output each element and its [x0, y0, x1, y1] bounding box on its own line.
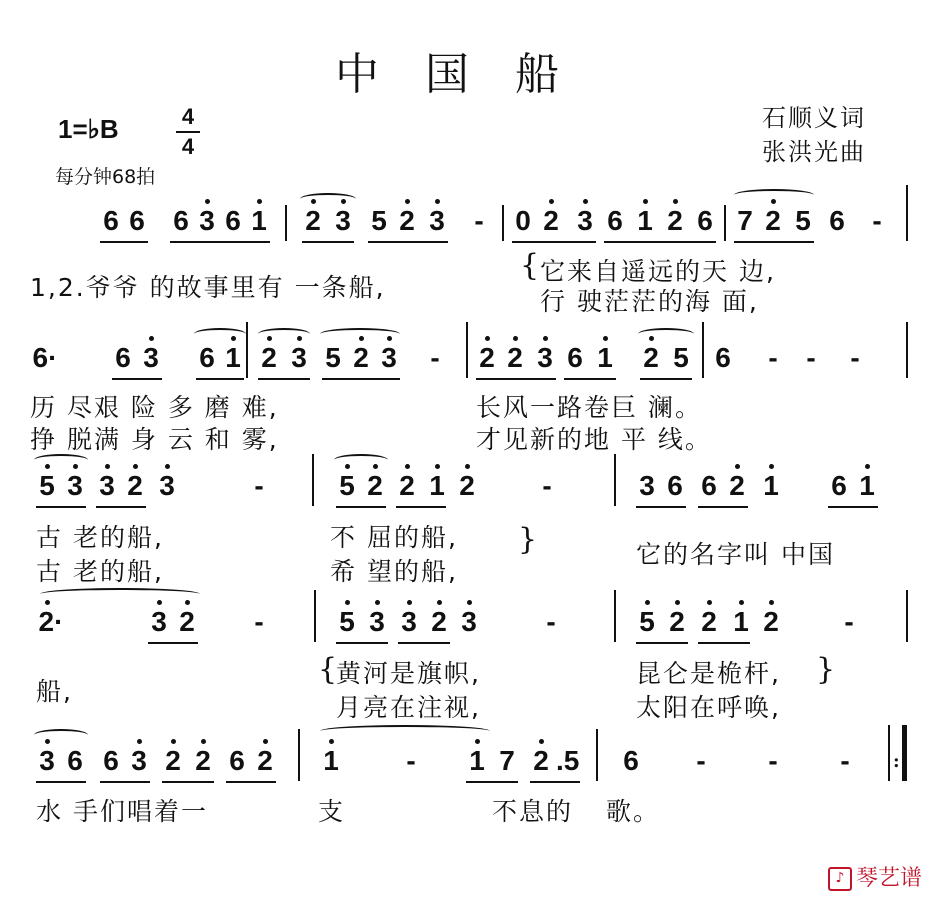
- bar-line: [702, 322, 704, 378]
- note: 3: [36, 745, 58, 777]
- note: 6: [567, 342, 583, 373]
- bar-line: [614, 590, 616, 642]
- watermark: [828, 861, 922, 892]
- lyric-line: 不 屈的船,: [330, 523, 458, 552]
- slur: [300, 193, 356, 205]
- lyric-line: 希 望的船,: [330, 557, 458, 586]
- note: 6: [607, 205, 623, 236]
- lyricist: 石顺义词: [762, 104, 866, 132]
- note: 1: [634, 205, 656, 237]
- note: 2: [540, 205, 562, 237]
- bar-line: [596, 729, 598, 781]
- note: 3: [378, 342, 400, 374]
- bar-line: [906, 322, 908, 378]
- note: -: [696, 745, 706, 776]
- bar-line: [246, 322, 248, 378]
- note: 6: [225, 205, 241, 236]
- note: 6: [829, 205, 845, 236]
- lyric-line: 太阳在呼唤,: [636, 693, 781, 722]
- lyric-line: 挣 脱满 身 云 和 雾,: [30, 425, 279, 454]
- note: 7: [737, 205, 753, 236]
- note: -: [850, 342, 860, 373]
- lyric-line: 歌。: [606, 797, 661, 826]
- note: .5: [556, 745, 580, 776]
- note: 3: [156, 470, 178, 502]
- lyric-line: 不息的: [492, 797, 574, 826]
- note: 0: [515, 205, 531, 236]
- note: -: [872, 205, 882, 236]
- note: 2: [162, 745, 184, 777]
- note: 2: [726, 470, 748, 502]
- note: 1: [320, 745, 342, 777]
- note: -: [546, 606, 556, 637]
- brace: }: [816, 652, 836, 687]
- note: 2: [640, 342, 662, 374]
- note: 2: [504, 342, 526, 374]
- beam: [828, 506, 878, 508]
- note: 5: [795, 205, 811, 236]
- note: 1: [760, 470, 782, 502]
- beam: [530, 781, 580, 783]
- lyric-line: 古 老的船,: [36, 557, 164, 586]
- lyric-line: 水 手们唱着一: [36, 797, 208, 826]
- note: 2: [762, 205, 784, 237]
- beam: [148, 642, 198, 644]
- note: 5: [336, 470, 358, 502]
- note: 6: [697, 205, 713, 236]
- note: -: [768, 745, 778, 776]
- lyric-line: 黄河是旗帜,: [336, 659, 481, 688]
- brace: {: [318, 652, 338, 687]
- beam: [396, 506, 446, 508]
- note: 6: [199, 342, 215, 373]
- note: -: [768, 342, 778, 373]
- note: 5: [36, 470, 58, 502]
- note: 3: [639, 470, 655, 501]
- bar-line: [614, 454, 616, 506]
- note: -: [542, 470, 552, 501]
- note: 2: [350, 342, 372, 374]
- repeat-bar-thin: [888, 725, 890, 781]
- beam: [258, 378, 310, 380]
- lyric-line: 它来自遥远的天 边,: [540, 257, 776, 286]
- lyric-line: 长风一路卷巨 澜。: [476, 393, 702, 422]
- lyric-line: 月亮在注视,: [336, 693, 481, 722]
- note: -: [474, 205, 484, 236]
- lyric-line: 船,: [36, 677, 73, 706]
- note: 3: [534, 342, 556, 374]
- note: 5: [371, 205, 387, 236]
- slur: [34, 729, 88, 741]
- note: 6: [129, 205, 145, 236]
- staff-row-3: [0, 470, 940, 520]
- note: 3: [398, 606, 420, 638]
- slur: [638, 328, 694, 340]
- composer: 张洪光曲: [762, 138, 866, 166]
- beam: [476, 378, 556, 380]
- slur: [320, 725, 490, 737]
- note: 1: [466, 745, 488, 777]
- note: 2: [302, 205, 324, 237]
- brace: {: [520, 248, 540, 283]
- note: 5: [336, 606, 358, 638]
- note: 1: [426, 470, 448, 502]
- bar-line: [298, 729, 300, 781]
- beam: [604, 241, 716, 243]
- beam: [466, 781, 518, 783]
- beam: [368, 241, 448, 243]
- beam: [96, 506, 146, 508]
- beam: [196, 378, 244, 380]
- bar-line: [906, 185, 908, 241]
- time-top: 4: [181, 104, 195, 129]
- slur: [34, 454, 88, 466]
- slur: [734, 189, 814, 201]
- lyric-line: 行 驶茫茫的海 面,: [540, 287, 759, 316]
- lyric-line: 古 老的船,: [36, 523, 164, 552]
- note: 2: [176, 606, 198, 638]
- note: 2: [124, 470, 146, 502]
- note: 6: [173, 205, 189, 236]
- staff-row-2: [0, 342, 940, 392]
- note: 7: [499, 745, 515, 776]
- note: 2: [254, 745, 276, 777]
- brace: }: [518, 522, 538, 557]
- beam: [512, 241, 596, 243]
- note: 1: [248, 205, 270, 237]
- beam: [336, 506, 386, 508]
- tempo-marking: 每分钟68拍: [55, 166, 156, 188]
- bar-line: [314, 590, 316, 642]
- beam: [170, 241, 270, 243]
- beam: [398, 642, 450, 644]
- beam: [112, 378, 162, 380]
- beam: [36, 506, 86, 508]
- note: 3: [332, 205, 354, 237]
- beam: [698, 506, 748, 508]
- note: 2: [456, 470, 478, 502]
- note: 6·: [32, 342, 58, 373]
- note: 2: [664, 205, 686, 237]
- bar-line: [312, 454, 314, 506]
- note: -: [254, 606, 264, 637]
- note: -: [254, 470, 264, 501]
- note: 3: [140, 342, 162, 374]
- note: 6: [115, 342, 131, 373]
- time-bottom: 4: [181, 134, 195, 159]
- beam: [636, 506, 686, 508]
- repeat-dots: :: [893, 751, 900, 772]
- staff-row-1: [0, 205, 940, 255]
- note: 1: [730, 606, 752, 638]
- note: 2: [530, 745, 552, 777]
- note: 2: [760, 606, 782, 638]
- slur: [40, 588, 200, 600]
- beam: [564, 378, 616, 380]
- note: 2: [258, 342, 280, 374]
- beam: [640, 378, 692, 380]
- note: 2: [364, 470, 386, 502]
- bar-line: [906, 590, 908, 642]
- bar-line: [502, 205, 504, 241]
- lyric-line: 它的名字叫 中国: [636, 540, 835, 569]
- note: 2: [396, 470, 418, 502]
- beam: [226, 781, 276, 783]
- note: 5: [636, 606, 658, 638]
- beam: [100, 781, 150, 783]
- beam: [336, 642, 388, 644]
- note: -: [430, 342, 440, 373]
- note: 3: [366, 606, 388, 638]
- note: 2: [666, 606, 688, 638]
- note: 2: [476, 342, 498, 374]
- lyric-line: 昆仑是桅杆,: [636, 659, 781, 688]
- note: 3: [148, 606, 170, 638]
- note: 3: [196, 205, 218, 237]
- staff-row-5: [0, 745, 940, 795]
- note: 6: [831, 470, 847, 501]
- repeat-bar-thick: [902, 725, 907, 781]
- note: -: [406, 745, 416, 776]
- note: 3: [574, 205, 596, 237]
- time-signature: [176, 104, 200, 160]
- note: 2: [698, 606, 720, 638]
- note: 1: [222, 342, 244, 374]
- key-signature: 1=♭B: [58, 114, 119, 144]
- note: -: [806, 342, 816, 373]
- note: 1: [594, 342, 616, 374]
- note: -: [840, 745, 850, 776]
- beam: [100, 241, 148, 243]
- bar-line: [724, 205, 726, 241]
- page-title: 中国船: [335, 49, 605, 100]
- note: 6: [67, 745, 83, 776]
- note: 3: [64, 470, 86, 502]
- note: 6: [701, 470, 717, 501]
- note: 6: [715, 342, 731, 373]
- beam: [322, 378, 400, 380]
- staff-row-4: [0, 606, 940, 656]
- note: 6: [103, 745, 119, 776]
- note: 3: [458, 606, 480, 638]
- note: 3: [288, 342, 310, 374]
- note: 2: [396, 205, 418, 237]
- lyric-line: 1,2.爷爷 的故事里有 一条船,: [30, 273, 386, 302]
- slur: [194, 328, 246, 340]
- note: 6: [667, 470, 683, 501]
- slur: [334, 454, 388, 466]
- slur: [320, 328, 400, 340]
- note: 5: [673, 342, 689, 373]
- bar-line: [466, 322, 468, 378]
- note: 3: [96, 470, 118, 502]
- music-logo-icon: ♪: [828, 867, 852, 891]
- note: 2: [428, 606, 450, 638]
- slur: [258, 328, 310, 340]
- note: 3: [128, 745, 150, 777]
- lyric-line: 支: [318, 797, 346, 826]
- beam: [698, 642, 750, 644]
- note: -: [844, 606, 854, 637]
- bar-line: [285, 205, 287, 241]
- note: 2·: [36, 606, 66, 638]
- note: 5: [325, 342, 341, 373]
- beam: [36, 781, 86, 783]
- lyric-line: 才见新的地 平 线。: [476, 425, 712, 454]
- beam: [302, 241, 354, 243]
- beam: [734, 241, 814, 243]
- note: 6: [229, 745, 245, 776]
- note: 3: [426, 205, 448, 237]
- note: 1: [856, 470, 878, 502]
- beam: [636, 642, 688, 644]
- note: 2: [192, 745, 214, 777]
- lyric-line: 历 尽艰 险 多 磨 难,: [30, 393, 279, 422]
- note: 6: [623, 745, 639, 776]
- beam: [162, 781, 214, 783]
- note: 6: [103, 205, 119, 236]
- watermark-text: 琴艺谱: [855, 866, 922, 891]
